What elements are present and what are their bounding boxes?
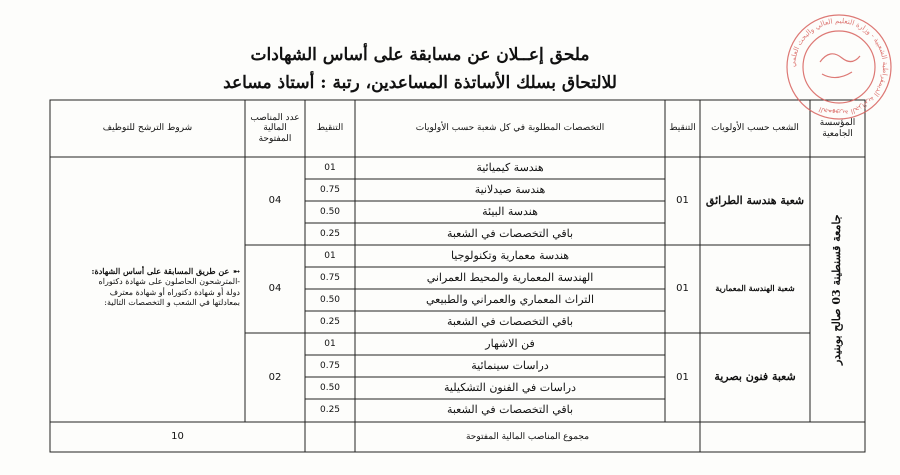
specialty-coef: 01	[324, 250, 336, 261]
branch-positions: 02	[268, 371, 282, 383]
conditions-body: -المترشحون الحاصلون على شهادة دكتوراه دولة أو شهادة دكتوراه أو شهادة معترف بمعادلتها في الشعب و التخصصات التالية:	[98, 276, 240, 308]
conditions-heading-row	[92, 266, 240, 277]
specialty-coef: 0.75	[319, 360, 341, 371]
branch-positions: 04	[268, 283, 282, 295]
branch-name: شعبة فنون بصرية	[714, 370, 796, 384]
specialty-name: دراسات في الفنون التشكيلية	[444, 380, 576, 394]
document-subtitle: للالتحاق بسلك الأساتذة المساعدين، رتبة : أستاذ مساعد	[223, 73, 617, 94]
specialty-name: هندسة كيميائية	[476, 160, 544, 174]
official-stamp-icon	[780, 12, 898, 122]
header-branch-coef: التنقيط	[669, 123, 696, 134]
specialty-coef: 0.25	[319, 228, 341, 239]
branch-name: شعبة هندسة الطرائق	[705, 193, 805, 207]
specialty-name: الهندسة المعمارية والمحيط العمراني	[426, 270, 594, 284]
branch-name: شعبة الهندسة المعمارية	[715, 283, 795, 294]
specialty-coef: 01	[324, 338, 336, 349]
total-value: 10	[171, 431, 184, 443]
conditions-heading: عن طريق المسابقة على أساس الشهادة:	[91, 266, 230, 276]
specialty-name: فن الاشهار	[485, 336, 535, 350]
total-label: مجموع المناصب المالية المفتوحة	[465, 431, 590, 442]
header-conditions: شروط الترشح للتوظيف	[102, 123, 193, 134]
branch-coef: 01	[676, 195, 689, 207]
specialty-coef: 0.75	[319, 184, 341, 195]
specialty-coef: 01	[324, 162, 336, 173]
header-positions: عدد المناصب المالية المفتوحة	[250, 112, 300, 144]
branch-coef: 01	[676, 371, 689, 383]
header-university: المؤسسة الجامعية	[819, 118, 856, 139]
specialty-name: باقي التخصصات في الشعبة	[446, 403, 574, 417]
specialty-name: باقي التخصصات في الشعبة	[446, 314, 574, 328]
specialty-name: هندسة معمارية وتكنولوجيا	[450, 248, 570, 262]
conditions-text	[88, 266, 240, 356]
specialty-coef: 0.25	[319, 405, 341, 416]
branch-positions: 04	[268, 195, 282, 207]
specialty-coef: 0.75	[319, 272, 341, 283]
arrow-icon: ➸	[233, 266, 240, 276]
specialty-coef: 0.50	[319, 206, 341, 217]
svg-text:الجمهورية الجزائرية الديمقراطي	[789, 17, 889, 117]
branch-coef: 01	[676, 283, 689, 295]
specialty-name: التراث المعماري والعمراني والطبيعي	[426, 292, 595, 306]
document-title: ملحق إعــلان عن مسابقة على أساس الشهادات	[250, 45, 590, 66]
specialty-name: هندسة البيئة	[482, 204, 538, 218]
specialty-name: باقي التخصصات في الشعبة	[446, 226, 574, 240]
stamp-text: الجمهورية الجزائرية الديمقراطية الشعبية - وزارة التعليم العالي والبحث العلمي	[788, 16, 890, 118]
header-specialties: التخصصات المطلوبة في كل شعبة حسب الأولويات	[415, 123, 605, 134]
header-branch: الشعب حسب الأولويات	[711, 123, 799, 134]
header-spec-coef: التنقيط	[316, 123, 344, 134]
specialty-name: دراسات سينمائية	[471, 358, 549, 372]
specialty-coef: 0.25	[319, 316, 341, 327]
specialty-name: هندسة صيدلانية	[474, 182, 546, 196]
university-name: جامعة قسنطينة 03 صالح بوبنيدر	[830, 214, 844, 365]
specialty-coef: 0.50	[319, 382, 341, 393]
specialty-coef: 0.50	[319, 294, 341, 305]
